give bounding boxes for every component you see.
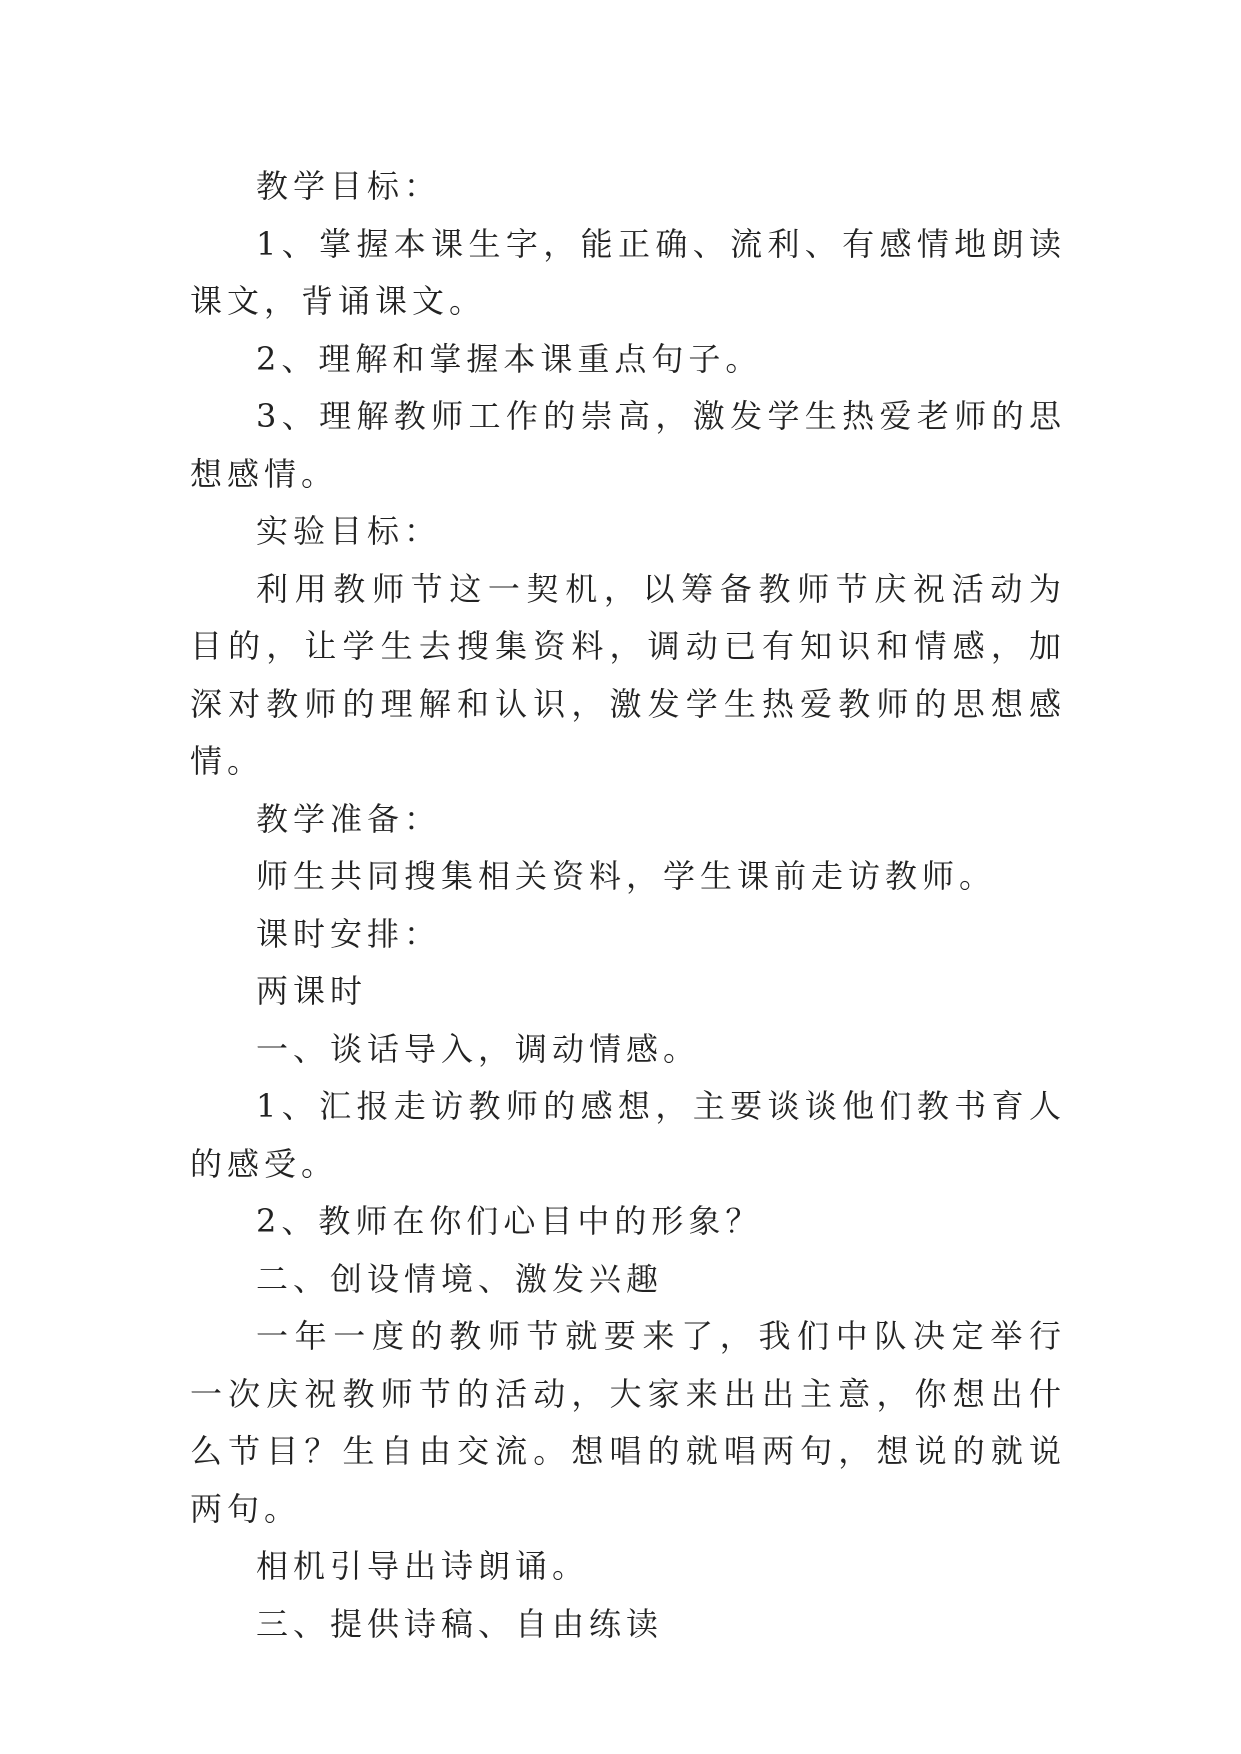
section-3-heading: 三、提供诗稿、自由练读 <box>256 1604 664 1643</box>
experiment-goals-text: 利用教师节这一契机，以筹备教师节庆祝活动为目的，让学生去搜集资料，调动已有知识和情感，加深对教师的理解和认识，激发学生热爱教师的思想感情。 <box>190 569 1066 780</box>
heading-schedule: 课时安排： <box>256 914 442 953</box>
document-body <box>190 158 1066 1653</box>
heading-teaching-goals: 教学目标： <box>256 167 442 205</box>
goal-item-2: 2、理解和掌握本课重点句子。 <box>256 339 763 378</box>
section-2-note: 相机引导出诗朗诵。 <box>256 1547 590 1585</box>
section-2-text: 一年一度的教师节就要来了，我们中队决定举行一次庆祝教师节的活动，大家来出出主意，你想出什么节目？生自由交流。想唱的就唱两句，想说的就说两句。 <box>190 1317 1066 1528</box>
section-2-heading: 二、创设情境、激发兴趣 <box>256 1259 664 1298</box>
section-1-item-2: 2、教师在你们心目中的形象？ <box>256 1202 763 1240</box>
heading-teaching-prep: 教学准备： <box>256 799 442 838</box>
teaching-prep-text: 师生共同搜集相关资料，学生课前走访教师。 <box>256 857 997 895</box>
heading-experiment-goals: 实验目标： <box>256 512 442 550</box>
goal-item-1: 1、掌握本课生字，能正确、流利、有感情地朗读课文，背诵课文。 <box>190 224 1066 320</box>
section-1-heading: 一、谈话导入，调动情感。 <box>256 1029 701 1068</box>
goal-item-3: 3、理解教师工作的崇高，激发学生热爱老师的思想感情。 <box>190 397 1066 493</box>
schedule-text: 两课时 <box>256 972 368 1010</box>
section-1-item-1: 1、汇报走访教师的感想，主要谈谈他们教书育人的感受。 <box>190 1087 1066 1183</box>
